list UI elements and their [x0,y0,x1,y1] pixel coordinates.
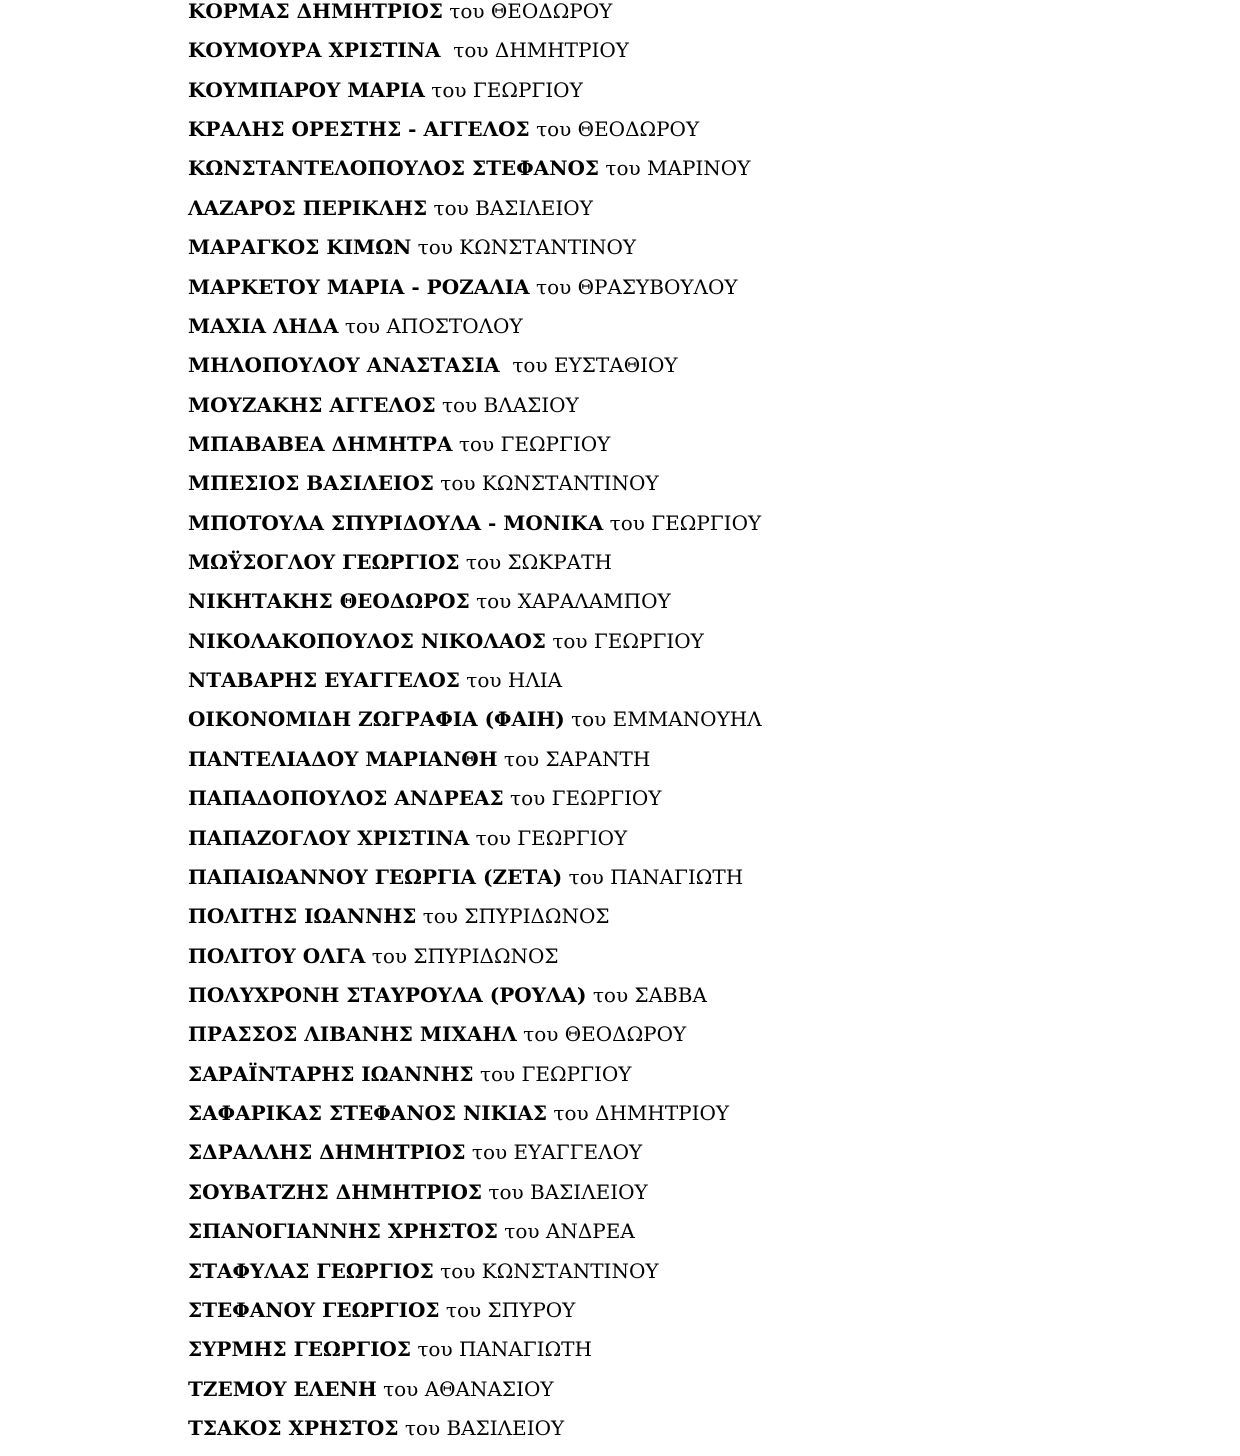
person-name: ΝΙΚΗΤΑΚΗΣ ΘΕΟΔΩΡΟΣ [188,589,470,614]
list-item [188,661,1188,700]
patronymic: του ΣΠΥΡΙΔΩΝΟΣ [371,943,559,968]
person-name: ΜΠΟΤΟΥΛΑ ΣΠΥΡΙΔΟΥΛΑ - ΜΟΝΙΚΑ [188,510,604,535]
patronymic: του ΑΘΑΝΑΣΙΟΥ [383,1376,554,1401]
patronymic: του ΔΗΜΗΤΡΙΟΥ [553,1101,730,1126]
list-item [188,189,1188,228]
person-name: ΜΩΫΣΟΓΛΟΥ ΓΕΩΡΓΙΟΣ [188,550,460,575]
patronymic: του ΠΑΝΑΓΙΩΤΗ [417,1337,592,1362]
person-name: ΤΣΑΚΟΣ ΧΡΗΣΤΟΣ [188,1415,399,1440]
patronymic: του ΚΩΝΣΤΑΝΤΙΝΟΥ [440,471,659,496]
patronymic: του ΒΑΣΙΛΕΙΟΥ [404,1415,565,1440]
patronymic: του ΓΕΩΡΓΙΟΥ [475,825,628,850]
list-item [188,1252,1188,1291]
list-item [188,346,1188,385]
list-item [188,228,1188,267]
patronymic: του ΧΑΡΑΛΑΜΠΟΥ [476,589,671,614]
person-name: ΚΟΥΜΠΑΡΟΥ ΜΑΡΙΑ [188,77,425,102]
list-item [188,622,1188,661]
patronymic: του ΘΡΑΣΥΒΟΥΛΟΥ [536,274,738,299]
person-name: ΚΩΝΣΤΑΝΤΕΛΟΠΟΥΛΟΣ ΣΤΕΦΑΝΟΣ [188,156,600,181]
list-item [188,71,1188,110]
patronymic: του ΓΕΩΡΓΙΟΥ [431,77,583,102]
patronymic: του ΚΩΝΣΤΑΝΤΙΝΟΥ [440,1258,659,1283]
list-item [188,1055,1188,1094]
patronymic: του ΓΕΩΡΓΙΟΥ [479,1061,632,1086]
list-item [188,1173,1188,1212]
person-name: ΠΑΠΑΔΟΠΟΥΛΟΣ ΑΝΔΡΕΑΣ [188,786,504,811]
person-name: ΜΠΕΣΙΟΣ ΒΑΣΙΛΕΙΟΣ [188,471,434,496]
list-item [188,425,1188,464]
patronymic: του ΕΜΜΑΝΟΥΗΛ [571,707,762,732]
patronymic: του ΘΕΟΔΩΡΟΥ [536,117,700,142]
patronymic: του ΓΕΩΡΓΙΟΥ [510,786,662,811]
patronymic: του ΑΝΔΡΕΑ [504,1219,635,1244]
patronymic: του ΠΑΝΑΓΙΩΤΗ [568,864,744,889]
list-item [188,0,1188,31]
person-name: ΣΑΡΑΪΝΤΑΡΗΣ ΙΩΑΝΝΗΣ [188,1061,474,1086]
person-name: ΚΡΑΛΗΣ ΟΡΕΣΤΗΣ - ΑΓΓΕΛΟΣ [188,117,530,142]
person-name: ΣΠΑΝΟΓΙΑΝΝΗΣ ΧΡΗΣΤΟΣ [188,1219,498,1244]
patronymic: του ΣΑΒΒΑ [592,982,707,1007]
list-item [188,307,1188,346]
list-item [188,110,1188,149]
list-item [188,1133,1188,1172]
list-item [188,386,1188,425]
person-name: ΠΟΛΙΤΗΣ ΙΩΑΝΝΗΣ [188,904,417,929]
person-name: ΠΟΛΥΧΡΟΝΗ ΣΤΑΥΡΟΥΛΑ (ΡΟΥΛΑ) [188,982,587,1007]
person-name: ΚΟΡΜΑΣ ΔΗΜΗΤΡΙΟΣ [188,0,443,23]
person-name: ΠΑΝΤΕΛΙΑΔΟΥ ΜΑΡΙΑΝΘΗ [188,746,498,771]
person-name: ΝΤΑΒΑΡΗΣ ΕΥΑΓΓΕΛΟΣ [188,668,460,693]
patronymic: του ΘΕΟΔΩΡΟΥ [523,1022,687,1047]
person-name: ΣΔΡΑΛΛΗΣ ΔΗΜΗΤΡΙΟΣ [188,1140,466,1165]
person-name: ΝΙΚΟΛΑΚΟΠΟΥΛΟΣ ΝΙΚΟΛΑΟΣ [188,628,546,653]
list-item [188,937,1188,976]
patronymic: του ΒΑΣΙΛΕΙΟΥ [433,195,593,220]
list-item [188,819,1188,858]
patronymic: του ΓΕΩΡΓΙΟΥ [609,510,762,535]
list-item [188,897,1188,936]
list-item [188,858,1188,897]
person-name: ΠΡΑΣΣΟΣ ΛΙΒΑΝΗΣ ΜΙΧΑΗΛ [188,1022,517,1047]
patronymic: του ΒΛΑΣΙΟΥ [441,392,579,417]
name-list [188,0,1188,1448]
list-item [188,1212,1188,1251]
list-item [188,464,1188,503]
patronymic: του ΓΕΩΡΓΙΟΥ [458,431,611,456]
patronymic: του ΘΕΟΔΩΡΟΥ [449,0,613,23]
list-item [188,1330,1188,1369]
list-item [188,1370,1188,1409]
list-item [188,149,1188,188]
patronymic: του ΣΩΚΡΑΤΗ [465,550,612,575]
list-item [188,1291,1188,1330]
person-name: ΠΟΛΙΤΟΥ ΟΛΓΑ [188,943,366,968]
person-name: ΜΠΑΒΑΒΕΑ ΔΗΜΗΤΡΑ [188,431,453,456]
list-item [188,582,1188,621]
person-name: ΣΤΕΦΑΝΟΥ ΓΕΩΡΓΙΟΣ [188,1297,440,1322]
list-item [188,1094,1188,1133]
person-name: ΠΑΠΑΙΩΑΝΝΟΥ ΓΕΩΡΓΙΑ (ΖΕΤΑ) [188,864,563,889]
list-item [188,543,1188,582]
person-name: ΜΟΥΖΑΚΗΣ ΑΓΓΕΛΟΣ [188,392,436,417]
list-item [188,700,1188,739]
person-name: ΜΗΛΟΠΟΥΛΟΥ ΑΝΑΣΤΑΣΙΑ [188,353,500,378]
person-name: ΛΑΖΑΡΟΣ ΠΕΡΙΚΛΗΣ [188,195,428,220]
patronymic: του ΕΥΣΤΑΘΙΟΥ [505,353,678,378]
patronymic: του ΣΠΥΡΙΔΩΝΟΣ [422,904,610,929]
person-name: ΜΑΡΚΕΤΟΥ ΜΑΡΙΑ - ΡΟΖΑΛΙΑ [188,274,530,299]
person-name: ΠΑΠΑΖΟΓΛΟΥ ΧΡΙΣΤΙΝΑ [188,825,470,850]
list-item [188,504,1188,543]
patronymic: του ΑΠΟΣΤΟΛΟΥ [344,313,523,338]
patronymic: του ΣΑΡΑΝΤΗ [503,746,651,771]
patronymic: του ΣΠΥΡΟΥ [445,1297,576,1322]
name-list-page [188,0,1188,1448]
person-name: ΣΑΦΑΡΙΚΑΣ ΣΤΕΦΑΝΟΣ ΝΙΚΙΑΣ [188,1101,548,1126]
patronymic: του ΗΛΙΑ [466,668,563,693]
person-name: ΜΑΡΑΓΚΟΣ ΚΙΜΩΝ [188,235,412,260]
person-name: ΣΤΑΦΥΛΑΣ ΓΕΩΡΓΙΟΣ [188,1258,434,1283]
list-item [188,740,1188,779]
patronymic: του ΚΩΝΣΤΑΝΤΙΝΟΥ [417,235,637,260]
person-name: ΟΙΚΟΝΟΜΙΔΗ ΖΩΓΡΑΦΙΑ (ΦΑΙΗ) [188,707,565,732]
list-item [188,779,1188,818]
patronymic: του ΓΕΩΡΓΙΟΥ [552,628,704,653]
list-item [188,1015,1188,1054]
list-item [188,976,1188,1015]
person-name: ΤΖΕΜΟΥ ΕΛΕΝΗ [188,1376,377,1401]
patronymic: του ΒΑΣΙΛΕΙΟΥ [488,1179,648,1204]
list-item [188,31,1188,70]
patronymic: του ΔΗΜΗΤΡΙΟΥ [446,38,629,63]
person-name: ΜΑΧΙΑ ΛΗΔΑ [188,313,339,338]
patronymic: του ΕΥΑΓΓΕΛΟΥ [471,1140,643,1165]
list-item [188,268,1188,307]
person-name: ΣΥΡΜΗΣ ΓΕΩΡΓΙΟΣ [188,1337,411,1362]
person-name: ΚΟΥΜΟΥΡΑ ΧΡΙΣΤΙΝΑ [188,38,441,63]
person-name: ΣΟΥΒΑΤΖΗΣ ΔΗΜΗΤΡΙΟΣ [188,1179,483,1204]
list-item [188,1409,1188,1448]
patronymic: του ΜΑΡΙΝΟΥ [605,156,751,181]
